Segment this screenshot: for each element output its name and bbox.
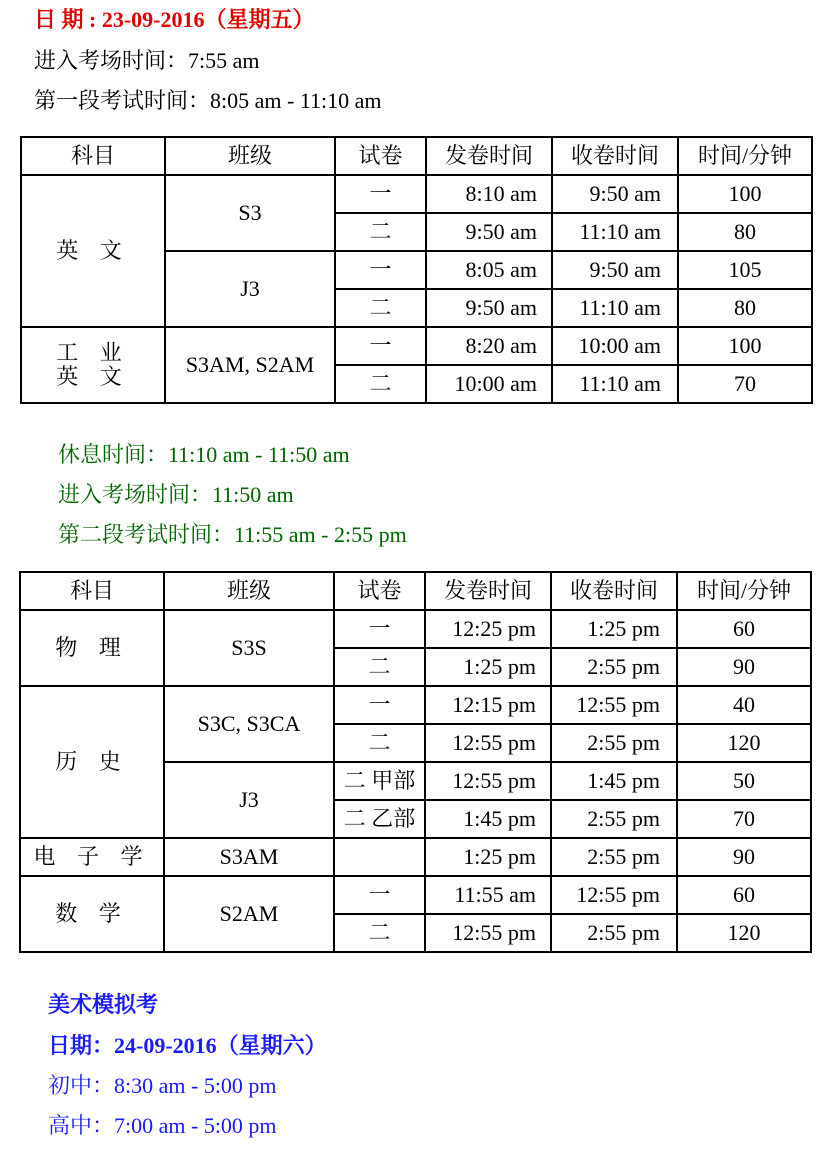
- art-exam-title: 美术模拟考: [48, 992, 159, 1017]
- art-senior-time: 高中：7:00 am - 5:00 pm: [48, 1113, 277, 1138]
- collect-time-cell: 10:00 am: [552, 327, 678, 365]
- paper-cell: 一: [334, 610, 425, 648]
- header-paper: 试卷: [334, 572, 425, 610]
- duration-cell: 90: [677, 648, 811, 686]
- duration-cell: 50: [677, 762, 811, 800]
- paper-cell: 一: [334, 876, 425, 914]
- art-junior-time: 初中：8:30 am - 5:00 pm: [48, 1073, 277, 1098]
- exam-date-heading: 日 期 : 23-09-2016（星期五）: [34, 7, 315, 32]
- header-issue-time: 发卷时间: [426, 137, 552, 175]
- class-cell: J3: [164, 762, 334, 838]
- duration-cell: 40: [677, 686, 811, 724]
- paper-cell: 二: [335, 213, 426, 251]
- paper-cell: [334, 838, 425, 876]
- paper-cell: 二: [335, 365, 426, 403]
- collect-time-cell: 1:45 pm: [551, 762, 677, 800]
- subject-math: 数 学: [55, 901, 129, 926]
- issue-time-cell: 9:50 am: [426, 289, 552, 327]
- subject-industrial-line2: 英 文: [56, 364, 130, 389]
- session2-time-line: 第二段考试时间：11:55 am - 2:55 pm: [58, 522, 407, 547]
- class-cell: S3AM: [164, 838, 334, 876]
- header-subject: 科目: [21, 137, 165, 175]
- schedule-table-session1: [20, 136, 813, 404]
- collect-time-cell: 11:10 am: [552, 365, 678, 403]
- class-cell: S3AM, S2AM: [165, 327, 335, 403]
- class-cell: S3S: [164, 610, 334, 686]
- subject-cell: [21, 327, 165, 403]
- paper-cell: 二 乙部: [334, 800, 425, 838]
- issue-time-cell: 12:25 pm: [425, 610, 551, 648]
- paper-cell: 一: [335, 175, 426, 213]
- table-row: [21, 327, 812, 365]
- issue-time-cell: 9:50 am: [426, 213, 552, 251]
- collect-time-cell: 11:10 am: [552, 213, 678, 251]
- table-header-row: [20, 572, 811, 610]
- duration-cell: 80: [678, 213, 812, 251]
- collect-time-cell: 9:50 am: [552, 175, 678, 213]
- class-cell: J3: [165, 251, 335, 327]
- table-row: [20, 876, 811, 914]
- issue-time-cell: 12:55 pm: [425, 914, 551, 952]
- issue-time-cell: 12:55 pm: [425, 724, 551, 762]
- collect-time-cell: 2:55 pm: [551, 838, 677, 876]
- duration-cell: 120: [677, 914, 811, 952]
- issue-time-cell: 8:20 am: [426, 327, 552, 365]
- paper-cell: 二 甲部: [334, 762, 425, 800]
- subject-english: 英 文: [56, 238, 130, 263]
- collect-time-cell: 2:55 pm: [551, 800, 677, 838]
- paper-cell: 二: [334, 724, 425, 762]
- header-collect-time: 收卷时间: [552, 137, 678, 175]
- header-duration: 时间/分钟: [677, 572, 811, 610]
- class-cell: S3: [165, 175, 335, 251]
- entry-time-line-2: 进入考场时间：11:50 am: [58, 482, 294, 507]
- duration-cell: 100: [678, 175, 812, 213]
- subject-cell: [21, 175, 165, 327]
- duration-cell: 70: [677, 800, 811, 838]
- paper-cell: 二: [335, 289, 426, 327]
- schedule-table-session2: [19, 571, 812, 953]
- collect-time-cell: 2:55 pm: [551, 914, 677, 952]
- class-cell: S3C, S3CA: [164, 686, 334, 762]
- duration-cell: 60: [677, 610, 811, 648]
- header-paper: 试卷: [335, 137, 426, 175]
- collect-time-cell: 12:55 pm: [551, 686, 677, 724]
- table-header-row: [21, 137, 812, 175]
- collect-time-cell: 2:55 pm: [551, 648, 677, 686]
- table-row: [20, 686, 811, 724]
- issue-time-cell: 1:25 pm: [425, 648, 551, 686]
- duration-cell: 100: [678, 327, 812, 365]
- collect-time-cell: 11:10 am: [552, 289, 678, 327]
- subject-history: 历 史: [55, 749, 129, 774]
- issue-time-cell: 12:15 pm: [425, 686, 551, 724]
- collect-time-cell: 12:55 pm: [551, 876, 677, 914]
- issue-time-cell: 1:25 pm: [425, 838, 551, 876]
- subject-cell: [20, 610, 164, 686]
- duration-cell: 105: [678, 251, 812, 289]
- rest-time-line: 休息时间：11:10 am - 11:50 am: [58, 442, 350, 467]
- duration-cell: 70: [678, 365, 812, 403]
- paper-cell: 一: [335, 327, 426, 365]
- duration-cell: 90: [677, 838, 811, 876]
- duration-cell: 120: [677, 724, 811, 762]
- collect-time-cell: 1:25 pm: [551, 610, 677, 648]
- subject-physics: 物 理: [55, 635, 129, 660]
- subject-cell: [20, 876, 164, 952]
- issue-time-cell: 11:55 am: [425, 876, 551, 914]
- header-class: 班级: [164, 572, 334, 610]
- header-subject: 科目: [20, 572, 164, 610]
- issue-time-cell: 1:45 pm: [425, 800, 551, 838]
- issue-time-cell: 10:00 am: [426, 365, 552, 403]
- header-collect-time: 收卷时间: [551, 572, 677, 610]
- table-row: [20, 838, 811, 876]
- subject-electronics: 电 子 学: [33, 844, 151, 869]
- header-class: 班级: [165, 137, 335, 175]
- issue-time-cell: 12:55 pm: [425, 762, 551, 800]
- class-cell: S2AM: [164, 876, 334, 952]
- collect-time-cell: 2:55 pm: [551, 724, 677, 762]
- header-issue-time: 发卷时间: [425, 572, 551, 610]
- session1-time-line: 第一段考试时间：8:05 am - 11:10 am: [34, 88, 382, 113]
- paper-cell: 二: [334, 648, 425, 686]
- header-duration: 时间/分钟: [678, 137, 812, 175]
- paper-cell: 二: [334, 914, 425, 952]
- issue-time-cell: 8:05 am: [426, 251, 552, 289]
- issue-time-cell: 8:10 am: [426, 175, 552, 213]
- duration-cell: 60: [677, 876, 811, 914]
- collect-time-cell: 9:50 am: [552, 251, 678, 289]
- paper-cell: 一: [335, 251, 426, 289]
- paper-cell: 一: [334, 686, 425, 724]
- subject-industrial-line1: 工 业: [56, 340, 130, 365]
- table-row: [20, 610, 811, 648]
- art-exam-date: 日期：24-09-2016（星期六）: [48, 1033, 327, 1058]
- subject-cell: [20, 838, 164, 876]
- table-row: [21, 175, 812, 213]
- duration-cell: 80: [678, 289, 812, 327]
- subject-cell: [20, 686, 164, 838]
- entry-time-line: 进入考场时间：7:55 am: [34, 48, 260, 73]
